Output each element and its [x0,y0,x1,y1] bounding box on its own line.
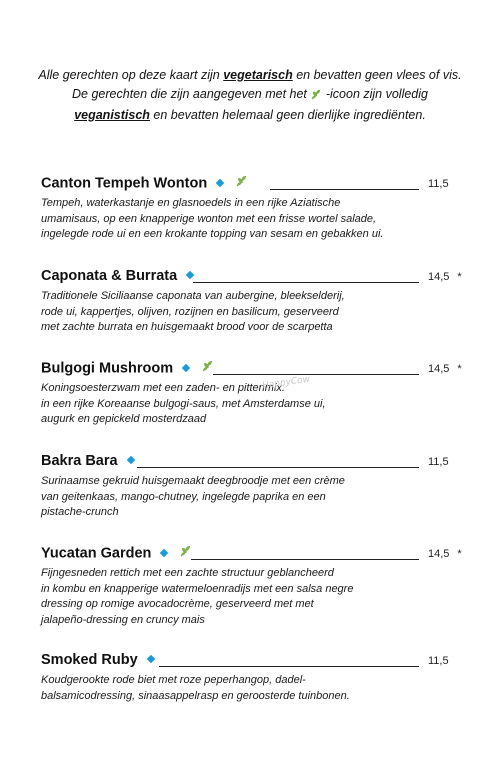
intro-line-3 [20,106,480,125]
intro-line-1-start: Alle gerechten op deze kaart zijn [38,68,224,82]
vegan-term: veganistisch [74,108,150,122]
diamond-icon [216,178,224,186]
dish-description: Fijngesneden rettich met een zachte structuur geblancheerd in kombu en knapperige watermeloenradijs met een salsa negre dressing op romige avocadocrème, geserveerd met met jalapeño-dressing en cruncy mais [41,567,354,626]
dish-name-text: Bakra Bara [41,453,118,469]
dish-name [41,174,248,191]
dish-star-marker: * [457,548,462,560]
menu-item-header [41,544,461,564]
intro-line-3-end: en bevatten helemaal geen dierlijke ingrediënten. [149,108,426,122]
menu-item-header [41,359,461,379]
dish-price [428,271,462,283]
dish-price [428,363,462,375]
dish-price-value: 14,5 [428,271,450,283]
menu-item [41,651,461,704]
dish-star-marker: * [457,363,462,375]
menu-item [41,544,461,628]
leader-line [270,189,419,190]
diamond-icon [126,456,134,464]
dish-description: Surinaamse gekruid huisgemaakt deegbroodje met een crème van geitenkaas, mango-chutney, ingelegde paprika en een pistache-crunch [41,475,345,518]
dish-name-text: Smoked Ruby [41,652,138,668]
dish-name [41,359,214,376]
menu-item [41,267,461,336]
dish-price-value: 11,5 [428,178,449,190]
dish-name-text: Canton Tempeh Wonton [41,175,208,192]
menu-item-header [41,651,461,671]
diamond-icon [182,363,190,371]
dish-price [428,655,449,667]
leader-line [137,467,419,468]
dish-name [41,651,158,668]
dish-name [41,267,197,284]
leader-line [191,559,419,560]
watermark: HappyCow [261,374,311,392]
diamond-icon [160,548,168,556]
leaf-icon [235,174,248,191]
dish-description: Koudgerookte rode biet met roze peperhangop, dadel- balsamicodressing, sinaasappelrasp en geroosterde tuinbonen. [41,674,350,702]
intro-line-2-start: De gerechten die zijn aangegeven met het [72,87,311,101]
dish-description: Traditionele Siciliaanse caponata van aubergine, bleekselderij, rode ui, kappertjes, olijven, rozijnen en basilicum, geserveerd met zachte burrata en huisgemaakt brood voor de scarpetta [41,290,345,333]
menu-item-header [41,267,461,287]
dish-markers [177,359,214,376]
dish-markers [155,544,192,561]
dish-price-value: 14,5 [428,548,450,560]
menu-item [41,359,461,428]
menu-item-header [41,452,461,472]
dish-star-marker: * [457,271,462,283]
intro-text [20,66,480,125]
leader-line [213,374,419,375]
dish-price-value: 11,5 [428,655,449,667]
dish-price-value: 11,5 [428,456,449,468]
leader-line [193,282,419,283]
menu-item-header [41,174,461,194]
intro-line-2 [20,85,480,106]
dish-name [41,452,138,469]
dish-price [428,178,449,190]
dish-markers [142,651,158,667]
dish-name-text: Bulgogi Mushroom [41,360,174,377]
menu-item [41,174,461,243]
diamond-icon [186,271,194,279]
intro-line-1-end: en bevatten geen vlees of vis. [292,68,462,82]
leaf-icon [310,87,322,106]
dish-markers [181,267,197,283]
dish-markers [122,452,138,468]
intro-line-2-end: -icoon zijn volledig [322,87,428,101]
dish-name-text: Caponata & Burrata [41,268,178,284]
dish-price [428,548,462,560]
dish-markers [211,174,248,191]
dish-name [41,544,192,561]
dish-price-value: 14,5 [428,363,450,375]
intro-line-1 [20,66,480,85]
vegetarian-term: vegetarisch [223,68,293,82]
menu-item [41,452,461,521]
dish-name-text: Yucatan Garden [41,545,152,562]
leader-line [159,666,419,667]
diamond-icon [146,655,154,663]
dish-description: Koningsoesterzwam met een zaden- en pittenmix. in een rijke Koreaanse bulgogi-saus, met Amsterdamse ui, augurk en gepickeld mosterdzaad [41,382,326,425]
dish-price [428,456,449,468]
dish-description: Tempeh, waterkastanje en glasnoedels in een rijke Aziatische umamisaus, op een knapperige wonton met een frisse wortel salade, ingelegde rode ui en een krokante topping van sesam en gebakken ui. [41,197,384,240]
